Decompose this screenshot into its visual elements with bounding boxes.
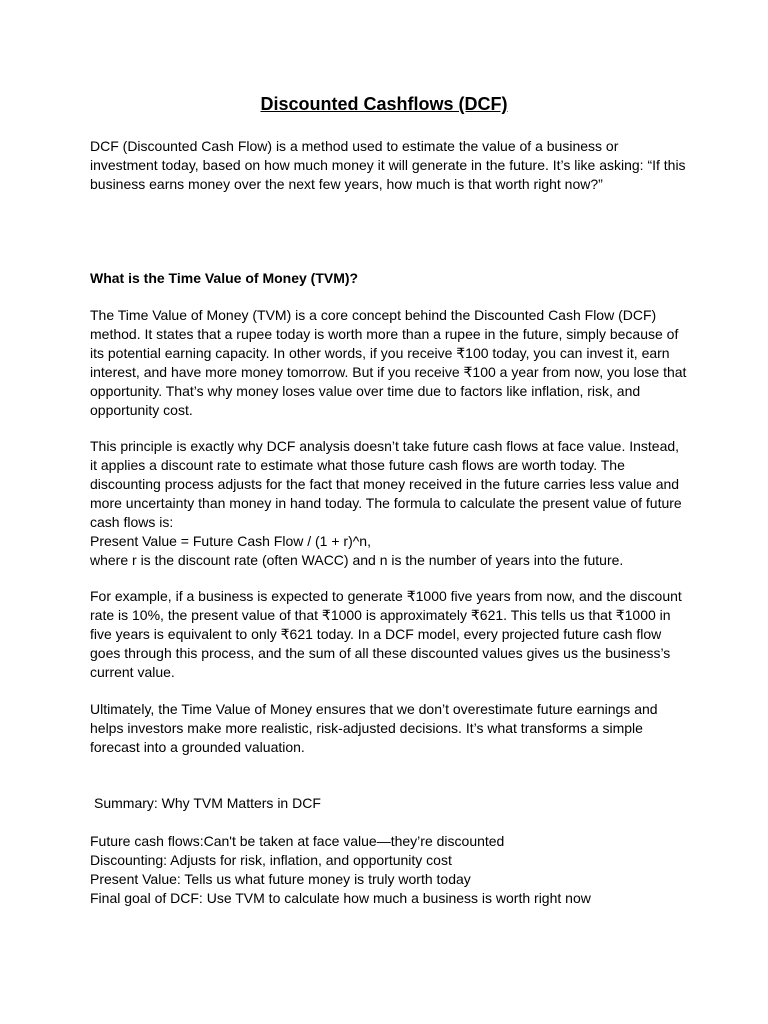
text-line: Ultimately, the Time Value of Money ensures that we don’t overestimate future earnings and: [90, 701, 658, 717]
text-line: goes through this process, and the sum of all these discounted values gives us the business’s: [90, 645, 671, 661]
text-line: forecast into a grounded valuation.: [90, 739, 305, 755]
summary-item: Future cash flows:Can't be taken at face value—they’re discounted: [90, 833, 505, 849]
text-line: opportunity. That’s why money loses value over time due to factors like inflation, risk, and: [90, 383, 641, 399]
text-line: investment today, based on how much money it will generate in the future. It’s like asking: “If this: [90, 157, 686, 173]
text-line: current value.: [90, 664, 175, 680]
conclusion-paragraph: [90, 700, 690, 757]
document-title: Discounted Cashflows (DCF): [260, 94, 508, 114]
text-line: The Time Value of Money (TVM) is a core concept behind the Discounted Cash Flow (DCF): [90, 307, 657, 323]
text-line: it applies a discount rate to estimate what those future cash flows are worth today. The: [90, 457, 625, 473]
text-line: its potential earning capacity. In other words, if you receive ₹100 today, you can invest it, earn: [90, 345, 670, 361]
text-line: method. It states that a rupee today is worth more than a rupee in the future, simply because of: [90, 326, 679, 342]
tvm-heading: What is the Time Value of Money (TVM)?: [90, 270, 359, 286]
text-line: opportunity cost.: [90, 402, 193, 418]
text-line: where r is the discount rate (often WACC) and n is the number of years into the future.: [90, 552, 624, 568]
summary-list: [90, 832, 690, 908]
text-line: cash flows is:: [90, 514, 174, 530]
principle-paragraph: [90, 437, 690, 570]
summary-item: Final goal of DCF: Use TVM to calculate how much a business is worth right now: [90, 890, 591, 906]
text-line: more uncertainty than money in hand today. The formula to calculate the present value of future: [90, 495, 682, 511]
text-line: business earns money over the next few years, how much is that worth right now?”: [90, 176, 603, 192]
text-line: five years is equivalent to only ₹621 today. In a DCF model, every projected future cash flow: [90, 626, 662, 642]
summary-item: Present Value: Tells us what future money is truly worth today: [90, 871, 471, 887]
tvm-paragraph: [90, 306, 690, 420]
text-line: This principle is exactly why DCF analysis doesn’t take future cash flows at face value. Instead,: [90, 438, 680, 454]
intro-paragraph: [90, 137, 690, 194]
text-line: rate is 10%, the present value of that ₹1000 is approximately ₹621. This tells us that ₹1000 in: [90, 607, 671, 623]
text-line: discounting process adjusts for the fact that money received in the future carries less value and: [90, 476, 680, 492]
summary-heading: Summary: Why TVM Matters in DCF: [94, 795, 321, 811]
text-line: helps investors make more realistic, risk-adjusted decisions. It’s what transforms a simple: [90, 720, 643, 736]
formula-line: Present Value = Future Cash Flow / (1 + r)^n,: [90, 533, 371, 549]
text-line: For example, if a business is expected to generate ₹1000 five years from now, and the discount: [90, 588, 682, 604]
summary-item: Discounting: Adjusts for risk, inflation, and opportunity cost: [90, 852, 452, 868]
example-paragraph: [90, 587, 690, 682]
text-line: DCF (Discounted Cash Flow) is a method used to estimate the value of a business or: [90, 138, 619, 154]
text-line: interest, and have more money tomorrow. But if you receive ₹100 a year from now, you lose that: [90, 364, 687, 380]
